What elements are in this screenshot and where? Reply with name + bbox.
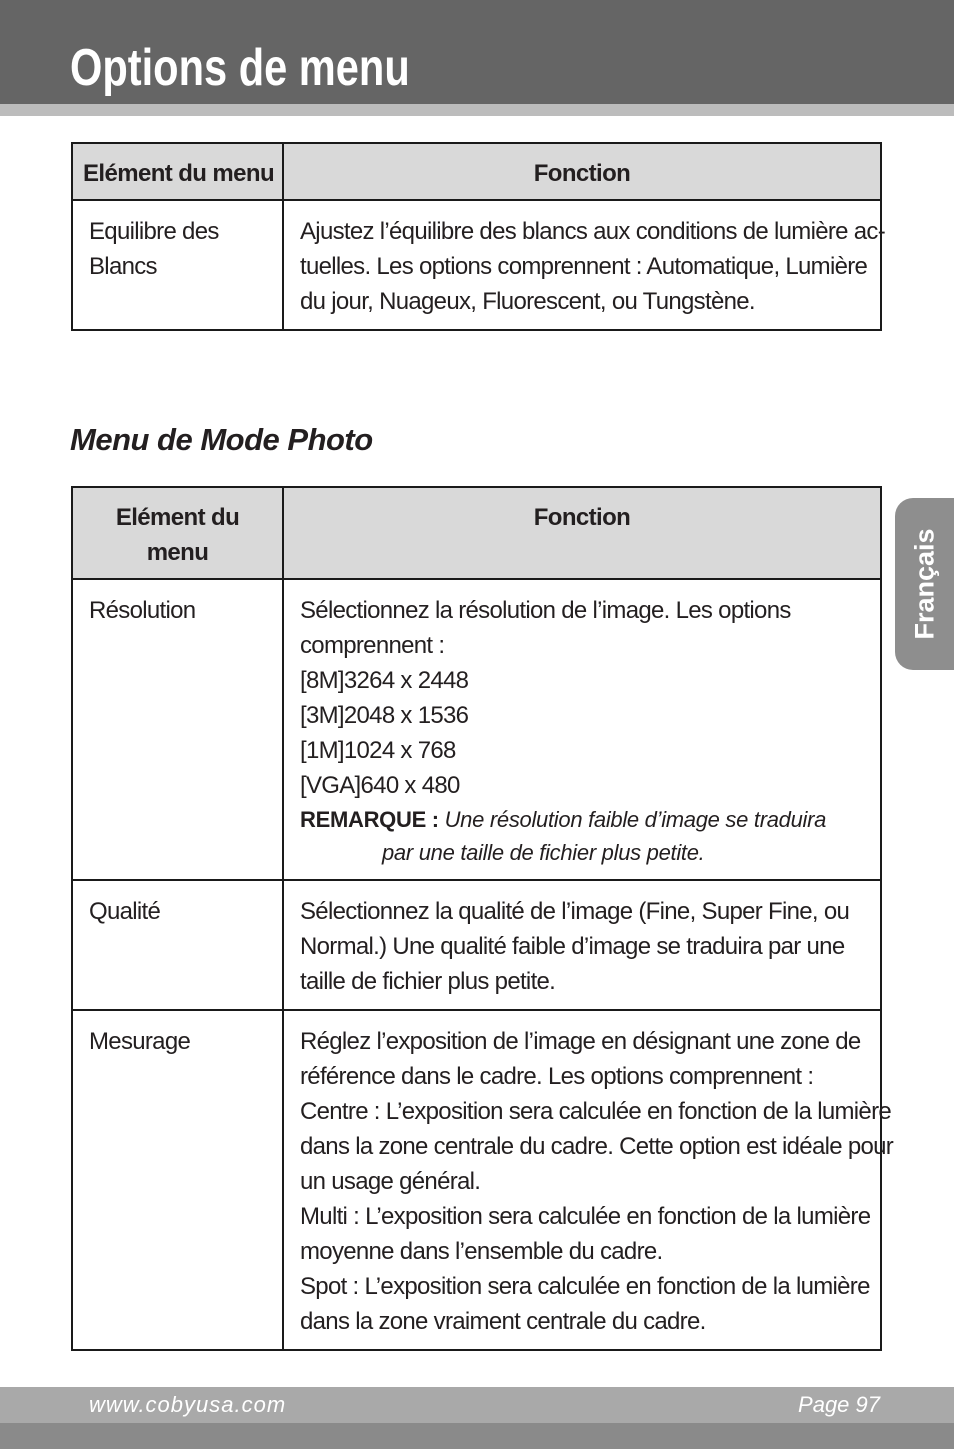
menu-item-cell	[72, 579, 283, 880]
footer-bottom-bar	[0, 1423, 954, 1449]
table-row	[72, 200, 881, 330]
function-text: [3M]2048 x 1536	[300, 702, 469, 729]
function-text: Centre : L’exposition sera calculée en fonction de la lumière	[300, 1098, 892, 1125]
function-text: Ajustez l’équilibre des blancs aux conditions de lumière ac-	[300, 218, 886, 245]
menu-item-label: Résolution	[89, 597, 196, 624]
page-title: Options de menu	[70, 39, 410, 97]
header-stripe	[0, 104, 954, 116]
white-balance-table	[71, 142, 886, 331]
table-header-row	[72, 143, 881, 200]
function-text: un usage général.	[300, 1168, 481, 1195]
function-cell	[283, 880, 881, 1010]
function-cell	[283, 579, 881, 880]
table-row	[72, 579, 881, 880]
column-header-function: Fonction	[283, 143, 881, 200]
function-text: du jour, Nuageux, Fluorescent, ou Tungstène.	[300, 288, 755, 315]
function-text: Réglez l’exposition de l’image en désignant une zone de	[300, 1028, 861, 1055]
page-number: Page 97	[798, 1392, 880, 1417]
table-header-row	[72, 487, 881, 579]
function-text: Sélectionnez la résolution de l’image. Les options	[300, 597, 791, 624]
function-text: comprennent :	[300, 632, 445, 659]
note-label: REMARQUE :	[300, 807, 439, 832]
note-text: Une résolution faible d’image se traduira	[444, 807, 827, 832]
note-text-continued: par une taille de fichier plus petite.	[382, 840, 705, 865]
function-cell	[283, 1010, 894, 1350]
menu-item-label: Blancs	[89, 253, 157, 280]
menu-item-label: Qualité	[89, 898, 161, 925]
language-tab-label: Français	[909, 528, 939, 640]
function-text: Multi : L’exposition sera calculée en fonction de la lumière	[300, 1203, 871, 1230]
function-cell	[283, 200, 886, 330]
function-text: Sélectionnez la qualité de l’image (Fine, Super Fine, ou	[300, 898, 850, 925]
column-header-function: Fonction	[283, 487, 881, 579]
table-row	[72, 1010, 881, 1350]
function-text: moyenne dans l’ensemble du cadre.	[300, 1238, 663, 1265]
function-text: taille de fichier plus petite.	[300, 968, 556, 995]
function-text: référence dans le cadre. Les options comprennent :	[300, 1063, 814, 1090]
language-tab	[895, 498, 954, 670]
menu-item-cell	[72, 200, 283, 330]
column-header-item: Elément du menu	[72, 487, 283, 579]
menu-item-cell	[72, 880, 283, 1010]
function-text: [1M]1024 x 768	[300, 737, 456, 764]
menu-item-label: Mesurage	[89, 1028, 191, 1055]
function-text: dans la zone centrale du cadre. Cette option est idéale pour	[300, 1133, 894, 1160]
function-text: tuelles. Les options comprennent : Automatique, Lumière	[300, 253, 868, 280]
note-block	[300, 803, 866, 869]
function-text: dans la zone vraiment centrale du cadre.	[300, 1308, 706, 1335]
function-text: [8M]3264 x 2448	[300, 667, 469, 694]
function-text: Spot : L’exposition sera calculée en fonction de la lumière	[300, 1273, 870, 1300]
menu-item-cell	[72, 1010, 283, 1350]
photo-mode-table	[71, 486, 894, 1351]
function-text: [VGA]640 x 480	[300, 772, 460, 799]
function-text: Normal.) Une qualité faible d’image se traduira par une	[300, 933, 845, 960]
column-header-item: Elément du menu	[72, 143, 283, 200]
menu-item-label: Equilibre des	[89, 218, 219, 245]
footer-url: www.cobyusa.com	[89, 1392, 287, 1417]
table-row	[72, 880, 881, 1010]
section-title: Menu de Mode Photo	[70, 422, 373, 457]
